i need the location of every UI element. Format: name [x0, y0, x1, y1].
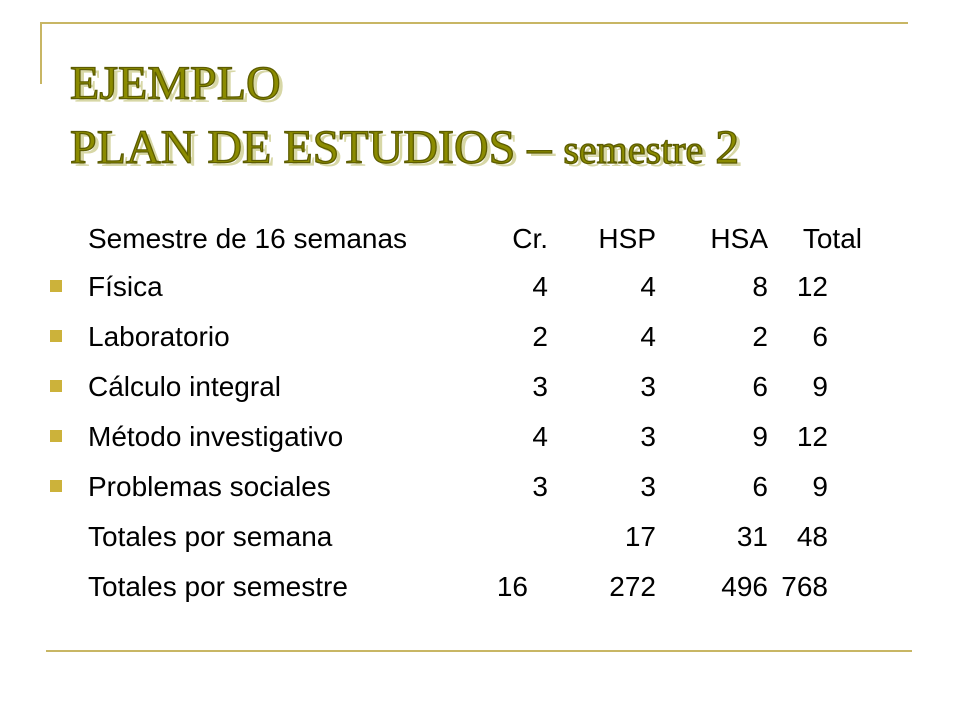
header-hsa: HSA	[710, 223, 768, 254]
course-cr: 2	[532, 321, 548, 352]
course-label: Laboratorio	[88, 321, 230, 352]
totals-semester-cr: 16	[496, 571, 528, 602]
title-line-2-main: PLAN DE ESTUDIOS –	[70, 121, 564, 174]
frame-bottom-line	[46, 650, 912, 652]
course-label: Física	[88, 271, 163, 302]
title-line-1: EJEMPLO	[70, 57, 281, 110]
header-cr: Cr.	[512, 223, 548, 254]
bullet-square-icon	[50, 280, 62, 292]
course-hsp: 4	[640, 271, 656, 302]
course-total: 12	[796, 271, 828, 302]
course-label: Cálculo integral	[88, 371, 281, 402]
table-row	[0, 262, 960, 312]
course-total: 6	[812, 321, 828, 352]
table-row	[0, 362, 960, 412]
table-row	[0, 462, 960, 512]
course-hsa: 9	[752, 421, 768, 452]
table-row	[0, 312, 960, 362]
totals-semester-row	[0, 562, 960, 612]
title-line-2-small: semestre	[563, 127, 704, 172]
title-line-2-number: 2	[703, 121, 740, 174]
title-line-2	[70, 116, 739, 182]
frame-top-line	[40, 22, 908, 24]
totals-week-hsp: 17	[624, 521, 656, 552]
totals-semester-hsa: 496	[721, 571, 768, 602]
bullet-square-icon	[50, 430, 62, 442]
course-hsp: 3	[640, 371, 656, 402]
course-label: Problemas sociales	[88, 471, 331, 502]
course-hsp: 3	[640, 471, 656, 502]
slide-title	[70, 52, 739, 182]
bullet-square-icon	[50, 330, 62, 342]
course-total: 9	[812, 471, 828, 502]
course-cr: 4	[532, 421, 548, 452]
table-row	[0, 412, 960, 462]
totals-week-row	[0, 512, 960, 562]
course-label: Método investigativo	[88, 421, 344, 452]
course-total: 12	[796, 421, 828, 452]
frame-left-line	[40, 22, 42, 84]
totals-week-label: Totales por semana	[88, 521, 333, 552]
course-cr: 3	[532, 371, 548, 402]
course-hsa: 2	[752, 321, 768, 352]
bullet-square-icon	[50, 380, 62, 392]
totals-week-hsa: 31	[736, 521, 768, 552]
course-hsa: 8	[752, 271, 768, 302]
course-cr: 4	[532, 271, 548, 302]
totals-semester-label: Totales por semestre	[88, 571, 348, 602]
header-total: Total	[802, 223, 862, 254]
bullet-square-icon	[50, 480, 62, 492]
totals-week-total: 48	[796, 521, 828, 552]
header-hsp: HSP	[598, 223, 656, 254]
table-header-row	[0, 214, 960, 264]
totals-semester-hsp: 272	[609, 571, 656, 602]
course-total: 9	[812, 371, 828, 402]
course-hsp: 3	[640, 421, 656, 452]
course-cr: 3	[532, 471, 548, 502]
course-hsp: 4	[640, 321, 656, 352]
course-hsa: 6	[752, 371, 768, 402]
totals-semester-total: 768	[781, 571, 828, 602]
course-hsa: 6	[752, 471, 768, 502]
header-label: Semestre de 16 semanas	[88, 223, 408, 254]
